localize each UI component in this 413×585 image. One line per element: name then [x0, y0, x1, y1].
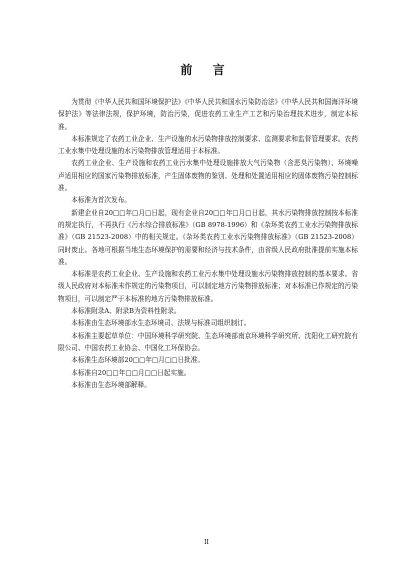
paragraph-basic-requirements: 本标准是农药工业企业、生产设施和农药工业污水集中处理设施水污染物排放控制的基本要求。省级人民政府对本标准未作规定的污染物项目，可以制定地方污染物排放标准；对本标准已作规定的污染物项目，可以制定严于本标准的地方污染物排放标准。	[58, 270, 358, 303]
paragraph-appendices: 本标准附录A、附录B为资料性附录。	[71, 307, 181, 316]
paragraph-effective-date: 本标准自20□□年□□月□□日起实施。	[71, 368, 191, 377]
paragraph-interpretation: 本标准由生态环境部解释。	[71, 380, 151, 389]
paragraph-applicable-standards: 农药工业企业、生产设施和农药工业污水集中处理设施排放大气污染物（含恶臭污染物）、环境噪声适用相应的国家污染物排放标准，产生固体废物的鉴别、处理和处置适用相应的固体废物污染控制标准。	[58, 159, 358, 193]
paragraph-drafting-units: 本标准主要起草单位：中国环境科学研究院、生态环境部南京环境科学研究所、沈阳化工研究院有限公司、中国农药工业协会、中国化工环保协会。	[58, 331, 358, 352]
paragraph-purpose: 为贯彻《中华人民共和国环境保护法》《中华人民共和国水污染防治法》《中华人民共和国海洋环境保护法》等法律法规，保护环境，防治污染，促进农药工业生产工艺和污染治理技术进步，制定本标准。	[58, 98, 358, 131]
paragraph-organizer: 本标准由生态环境部水生态环境司、法规与标准司组织制订。	[71, 319, 251, 328]
page-title: 前 言	[180, 63, 233, 77]
paragraph-first-release: 本标准为首次发布。	[71, 196, 131, 205]
paragraph-implementation-dates: 新建企业自20□□年□月□日起，现有企业自20□□年□月□日起，其水污染物排放控制按本标准的规定执行，不再执行《污水综合排放标准》（GB 8978-1996）和《杂环类农药工业水污染物排放标准》（GB 21523-2008）中的相关规定。《杂环类农药工业水污染物排放标准》（GB 21523-2008）同时废止。各地可根据当地生态环境保护的需要和经济与技术条件，由省级人民政府批准提前实施本标准。	[58, 208, 358, 266]
paragraph-scope: 本标准规定了农药工业企业、生产设施的水污染物排放控制要求、监测要求和监督管理要求。农药工业水集中处理设施的水污染物排放管理适用于本标准。	[58, 134, 358, 156]
foreword-body	[58, 96, 358, 391]
paragraph-approval: 本标准生态环境部20□□年□月□□日批准。	[71, 356, 205, 365]
page-number: II	[204, 539, 209, 546]
